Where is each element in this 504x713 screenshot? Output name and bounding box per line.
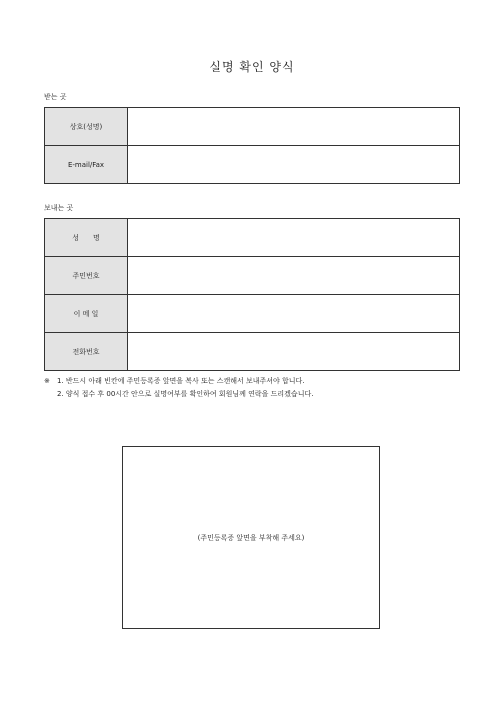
sender-row-name: [45, 219, 460, 257]
sender-id-label: 주민번호: [45, 257, 128, 295]
receiver-email-field[interactable]: [128, 146, 460, 184]
receiver-name-label: 상호(성명): [45, 108, 128, 146]
sender-row-phone: [45, 333, 460, 371]
sender-table: [44, 218, 460, 371]
receiver-row-name: [45, 108, 460, 146]
sender-row-id: [45, 257, 460, 295]
note-text: 2. 양식 접수 후 00시간 안으로 실명여부를 확인하여 회원님께 연락을 드리겠습니다.: [57, 390, 314, 398]
sender-row-email: [45, 295, 460, 333]
receiver-name-field[interactable]: [128, 108, 460, 146]
sender-id-field[interactable]: [128, 257, 460, 295]
note-text: 1. 반드시 아래 빈칸에 주민등록증 앞면을 복사 또는 스캔해서 보내주셔야 합니다.: [57, 377, 305, 385]
receiver-email-label: E-mail/Fax: [45, 146, 128, 184]
sender-name-label: 성 명: [45, 219, 128, 257]
sender-email-label: 이 메 일: [45, 295, 128, 333]
sender-name-field[interactable]: [128, 219, 460, 257]
receiver-table: [44, 107, 460, 184]
note-item: [44, 375, 464, 388]
page-title: 실명 확인 양식: [209, 60, 295, 74]
sender-phone-field[interactable]: [128, 333, 460, 371]
sender-email-field[interactable]: [128, 295, 460, 333]
id-card-attachment-box[interactable]: [122, 446, 380, 629]
note-item: [44, 388, 464, 401]
note-mark: ※: [44, 377, 50, 385]
receiver-row-email: [45, 146, 460, 184]
receiver-section-label: 받는 곳: [44, 93, 67, 101]
sender-phone-label: 전화번호: [45, 333, 128, 371]
attachment-instruction: (주민등록증 앞면을 부착해 주세요): [197, 534, 305, 542]
sender-section-label: 보내는 곳: [44, 204, 74, 212]
notes: [44, 375, 464, 401]
